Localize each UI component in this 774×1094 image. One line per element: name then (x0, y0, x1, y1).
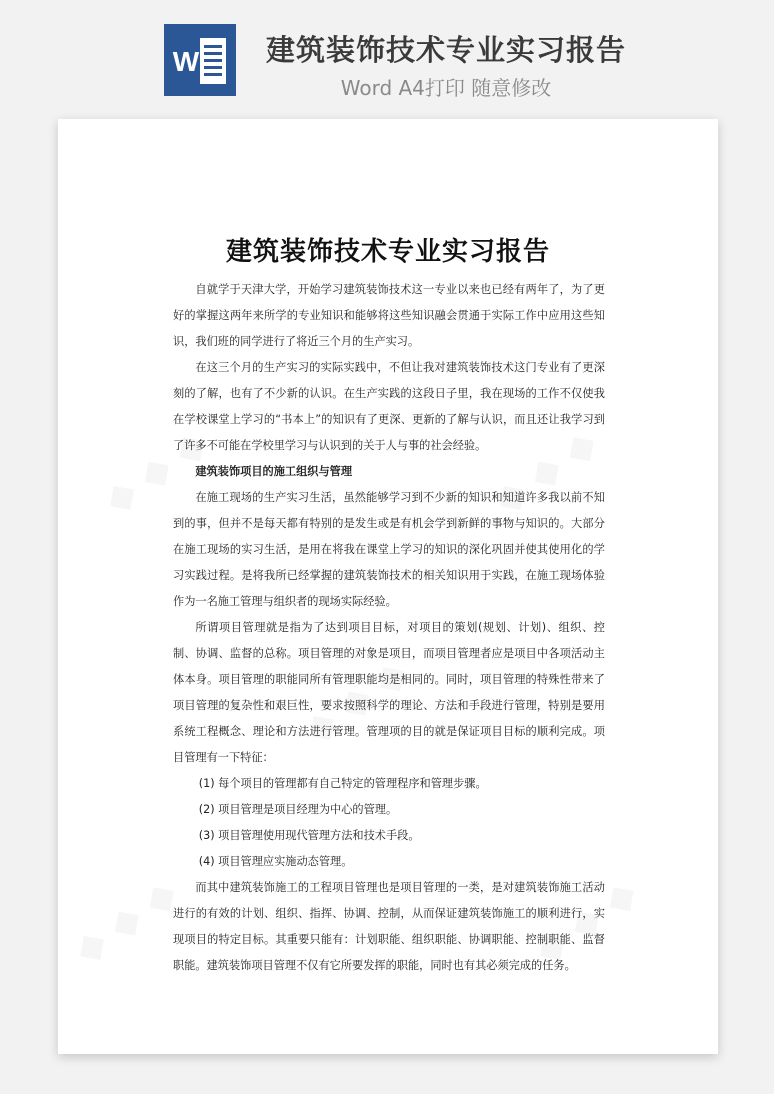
list-item: (2) 项目管理是项目经理为中心的管理。 (198, 803, 398, 816)
banner-title: 建筑装饰技术专业实习报告 (265, 33, 626, 67)
section-heading: 建筑装饰项目的施工组织与管理 (195, 465, 353, 478)
watermark (66, 870, 185, 972)
paragraph: 在施工现场的生产实习生活，虽然能够学习到不少新的知识和知道许多我以前不知到的事，但并不是每天都有特别的是发生或是有机会学到新鲜的事物与知识的。大部分在施工现场的实习生活，是用在将我在课堂上学习的知识的深化巩固并使其使用化的学习实践过程。是将我所已经掌握的建筑装饰技术的相关知识用于实践，在施工现场体验作为一名施工管理与组织者的现场实际经验。 (173, 491, 605, 608)
list-item: (1) 每个项目的管理都有自己特定的管理程序和管理步骤。 (198, 777, 487, 790)
word-logo-letter: W (172, 46, 200, 77)
banner-subtitle: Word A4打印 随意修改 (340, 76, 552, 100)
paragraph: 而其中建筑装饰施工的工程项目管理也是项目管理的一类，是对建筑装饰施工活动进行的有效的计划、组织、指挥、协调、控制，从而保证建筑装饰施工的顺利进行，实现项目的特定目标。其重要只能有：计划职能、组织职能、协调职能、控制职能、监督职能。建筑装饰项目管理不仅有它所要发挥的职能，同时也有其必须完成的任务。 (173, 881, 605, 972)
paragraph: 自就学于天津大学，开始学习建筑装饰技术这一专业以来也已经有两年了，为了更好的掌握这两年来所学的专业知识和能够将这些知识融会贯通于实际工作中应用这些知识，我们班的同学进行了将近三个月的生产实习。 (173, 283, 605, 348)
document-title: 建筑装饰技术专业实习报告 (225, 237, 550, 267)
paragraph: 所谓项目管理就是指为了达到项目目标，对项目的策划(规划、计划)、组织、控制、协调、监督的总称。项目管理的对象是项目，而项目管理者应是项目中各项活动主体本身。项目管理的职能同所有管理职能均是相同的。同时，项目管理的特殊性带来了项目管理的复杂性和艰巨性，要求按照科学的理论、方法和手段进行管理，特别是要用系统工程概念、理论和方法进行管理。管理项的目的就是保证项目目标的顺利完成。项目管理有一下特征： (173, 621, 605, 764)
word-icon (164, 24, 236, 96)
list-item: (4) 项目管理应实施动态管理。 (198, 855, 353, 868)
document-body (173, 277, 605, 979)
paragraph: 在这三个月的生产实习的实际实践中，不但让我对建筑装饰技术这门专业有了更深刻的了解，也有了不少新的认识。在生产实践的这段日子里，我在现场的工作不仅使我在学校课堂上学习的“书本上”的知识有了更深、更新的了解与认识，而且还让我学习到了许多不可能在学校里学习与认识到的关于人与事的社会经验。 (173, 361, 605, 452)
list-item: (3) 项目管理使用现代管理方法和技术手段。 (198, 829, 420, 842)
banner (0, 0, 774, 118)
document-page (58, 119, 718, 1054)
